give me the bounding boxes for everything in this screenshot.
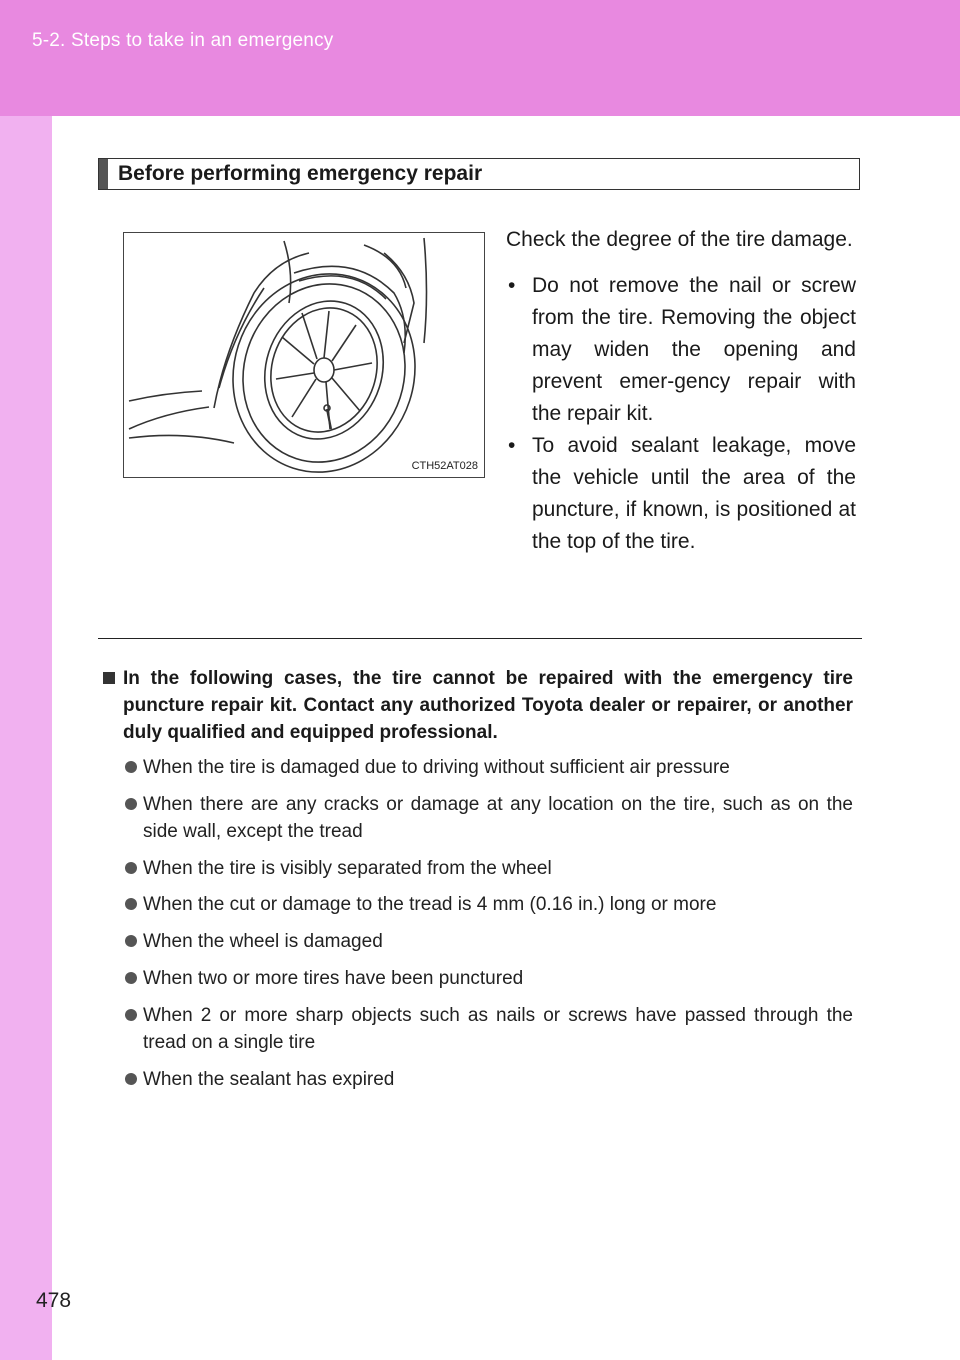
damage-check-text [506, 224, 856, 558]
circle-bullet-icon [125, 798, 137, 810]
circle-bullet-icon [125, 1009, 137, 1021]
circle-bullet-icon [125, 761, 137, 773]
list-item: When the wheel is damaged [125, 928, 853, 955]
list-item: • Do not remove the nail or screw from the tire. Removing the object may widen the opening and prevent emer-gency repair with the repair kit. [508, 274, 856, 425]
list-item: When the sealant has expired [125, 1066, 853, 1093]
page-number: 478 [36, 1289, 72, 1312]
circle-bullet-icon [125, 935, 137, 947]
tire-figure [123, 232, 485, 478]
intro-text: Check the degree of the tire damage. [506, 228, 853, 251]
list-item: When the cut or damage to the tread is 4 mm (0.16 in.) long or more [125, 891, 853, 918]
tire-puncture-illustration-icon [124, 233, 484, 477]
list-item: When 2 or more sharp objects such as nails or screws have passed through the tread on a single tire [125, 1002, 853, 1056]
list-item: When two or more tires have been punctured [125, 965, 853, 992]
heading-accent-bar [99, 159, 108, 189]
list-item: When the tire is damaged due to driving without sufficient air pressure [125, 754, 853, 781]
damage-check-list [506, 270, 856, 558]
divider [98, 638, 862, 639]
section-title: Before performing emergency repair [118, 162, 483, 185]
square-bullet-icon [103, 672, 115, 684]
figure-code: CTH52AT028 [411, 460, 478, 472]
list-item: When the tire is visibly separated from the wheel [125, 855, 853, 882]
section-heading [98, 158, 860, 190]
unrepairable-cases [103, 665, 853, 1102]
cases-list [103, 754, 853, 1093]
header-band [0, 0, 960, 116]
circle-bullet-icon [125, 1073, 137, 1085]
circle-bullet-icon [125, 862, 137, 874]
circle-bullet-icon [125, 898, 137, 910]
circle-bullet-icon [125, 972, 137, 984]
side-band [0, 116, 52, 1360]
list-item: When there are any cracks or damage at any location on the tire, such as on the side wall, except the tread [125, 791, 853, 845]
section-breadcrumb: 5-2. Steps to take in an emergency [32, 30, 334, 51]
cases-heading: In the following cases, the tire cannot be repaired with the emergency tire puncture repair kit. Contact any authorized Toyota dealer or repairer, or another duly qualified and equipped professional. [103, 665, 853, 746]
list-item: • To avoid sealant leakage, move the vehicle until the area of the puncture, if known, is positioned at the top of the tire. [508, 434, 856, 553]
